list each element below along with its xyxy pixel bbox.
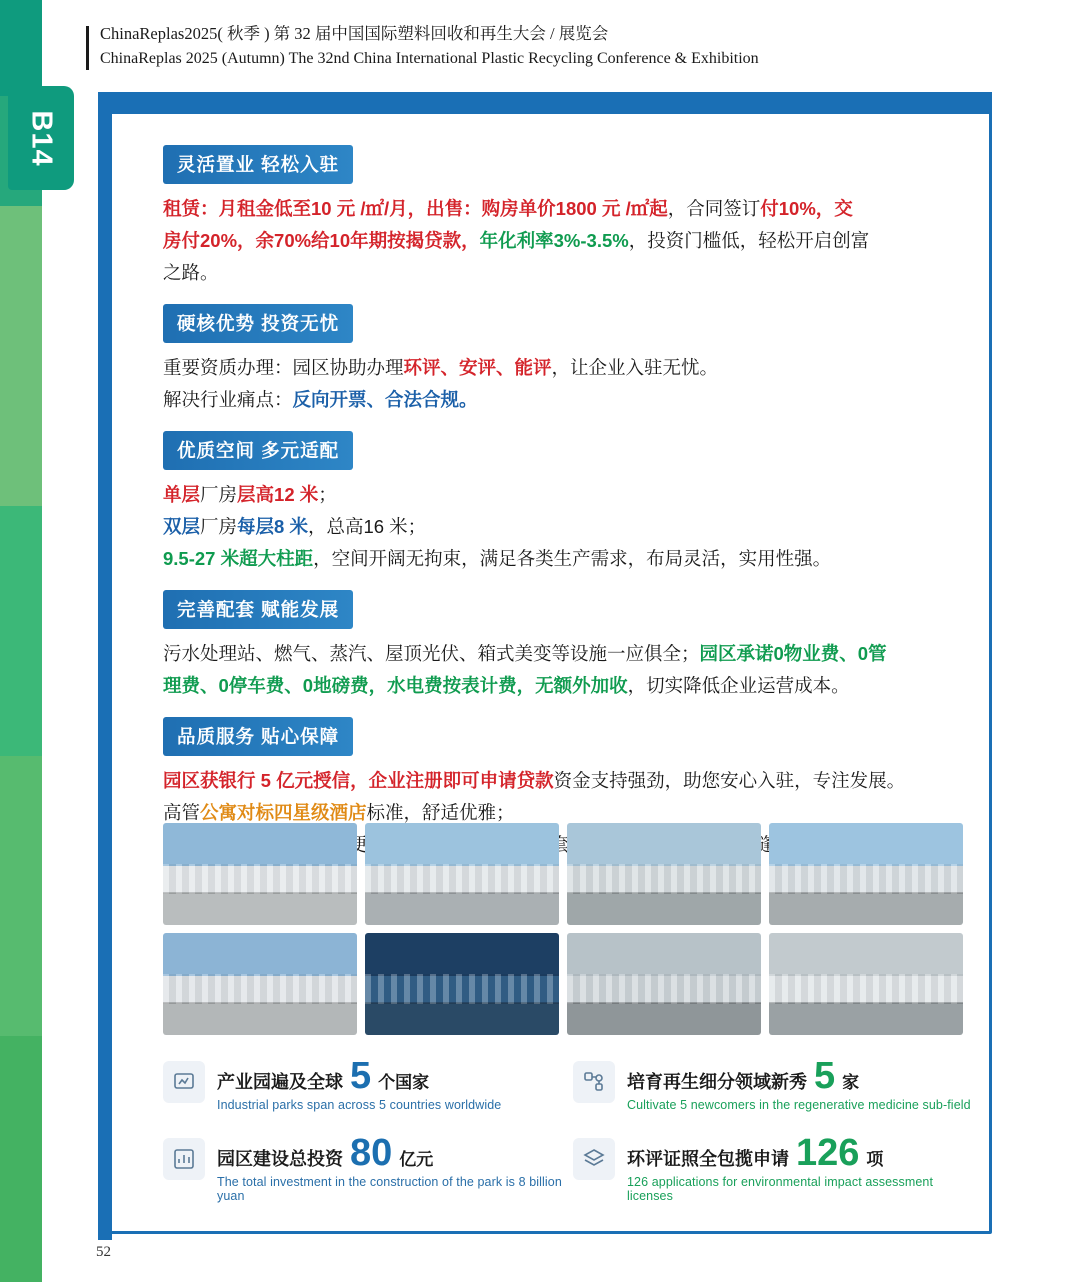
photo-horizon-line <box>163 1002 357 1004</box>
stat-number: 5 <box>350 1055 372 1097</box>
stat-unit: 个国家 <box>378 1073 430 1092</box>
stat-subtitle: 126 applications for environmental impact assessment licenses <box>627 1175 934 1203</box>
rail-segment-3 <box>0 206 42 506</box>
text-run: ，总高16 米； <box>307 515 427 537</box>
stat-item <box>163 1134 563 1203</box>
text-run: 环评、安评、能评 <box>403 356 552 378</box>
stat-top-row <box>627 1057 971 1095</box>
photo-row <box>163 933 963 1035</box>
stat-label: 园区建设总投资 <box>217 1149 343 1169</box>
text-run: 厂房 <box>200 483 238 505</box>
photo-detail-overlay <box>769 864 963 895</box>
text-run: 解决行业痛点： <box>163 388 293 410</box>
text-run: ，切实降低企业运营成本。 <box>627 674 850 696</box>
section-heading-chip: 灵活置业 轻松入驻 <box>163 145 353 184</box>
header-title-en: ChinaReplas 2025 (Autumn) The 32nd China International Plastic Recycling Conference & Exhibition <box>100 49 759 67</box>
rail-segment-4 <box>0 506 42 756</box>
text-run: 重要资质办理：园区协助办理 <box>163 356 404 378</box>
stat-subtitle: The total investment in the construction of the park is 8 billion yuan <box>217 1175 562 1203</box>
text-run: ，投资门槛低，轻松开启创富 <box>628 229 870 251</box>
section-heading-chip: 完善配套 赋能发展 <box>163 590 353 629</box>
bar-chart-icon <box>163 1138 205 1180</box>
photo-detail-overlay <box>163 864 357 895</box>
stat-number: 126 <box>796 1132 860 1174</box>
text-run: 房付20%，余70%给10年期按揭贷款， <box>163 229 480 251</box>
text-run: 理费、0停车费、0地磅费，水电费按表计费，无额外加收 <box>163 674 628 696</box>
text-run: 双层 <box>163 515 201 537</box>
stat-item <box>573 1134 973 1203</box>
stat-body <box>217 1134 563 1203</box>
photo-detail-overlay <box>567 974 761 1005</box>
text-run: 厂房 <box>200 515 238 537</box>
photo-row <box>163 823 963 925</box>
stat-unit: 项 <box>866 1150 884 1169</box>
text-run: 9.5-27 米超大柱距 <box>163 547 314 569</box>
text-run: 租赁： <box>163 198 219 219</box>
photo-horizon-line <box>567 1002 761 1004</box>
section-paragraph <box>163 258 963 288</box>
content-section <box>163 304 963 415</box>
panel-top-bar <box>98 92 992 114</box>
panel-left-bar <box>98 92 112 1240</box>
stat-number: 5 <box>814 1055 836 1097</box>
photo-detail-overlay <box>365 864 559 895</box>
photo-detail-overlay <box>769 974 963 1005</box>
network-nodes-icon <box>573 1061 615 1103</box>
content-section <box>163 590 963 701</box>
text-run: 购房单价1800 元 /㎡起 <box>481 198 668 219</box>
section-paragraph <box>163 353 963 383</box>
rail-segment-5 <box>0 756 42 1036</box>
rail-segment-1 <box>0 0 42 96</box>
section-tab-label: B14 <box>25 109 58 167</box>
content-panel <box>98 92 992 1234</box>
stat-subtitle: Cultivate 5 newcomers in the regenerative medicine sub-field <box>627 1098 971 1112</box>
stat-top-row <box>217 1057 501 1095</box>
stat-label: 产业园遍及全球 <box>217 1072 343 1092</box>
stat-body <box>217 1057 501 1112</box>
content-section <box>163 431 963 574</box>
gallery-photo <box>769 823 963 925</box>
section-paragraph <box>163 512 963 542</box>
section-paragraph <box>163 639 963 669</box>
photo-horizon-line <box>365 892 559 894</box>
gallery-photo <box>163 823 357 925</box>
stat-unit: 家 <box>842 1073 860 1092</box>
photo-detail-overlay <box>365 974 559 1005</box>
text-run: 每层8 米 <box>237 515 308 537</box>
photo-horizon-line <box>769 1002 963 1004</box>
stat-item <box>163 1057 563 1112</box>
section-paragraph <box>163 385 963 415</box>
text-run: 园区获银行 5 亿元授信，企业注册即可申请贷款 <box>163 769 554 791</box>
text-run: ； <box>318 483 337 505</box>
photo-gallery <box>163 823 963 1043</box>
text-run: 之路。 <box>163 261 219 283</box>
stat-top-row <box>627 1134 973 1172</box>
text-run: 标准，舒适优雅； <box>366 801 515 823</box>
stat-body <box>627 1134 973 1203</box>
text-run: 反向开票、合法合规。 <box>292 388 478 410</box>
stat-top-row <box>217 1134 563 1172</box>
page-number: 52 <box>96 1244 111 1260</box>
text-run: 出售： <box>426 198 482 219</box>
section-paragraph <box>163 766 963 796</box>
text-run: ，让企业入驻无忧。 <box>551 356 719 378</box>
text-run: 年化利率3%-3.5% <box>479 229 629 251</box>
header-rule <box>86 26 89 70</box>
photo-horizon-line <box>769 892 963 894</box>
gallery-photo <box>365 823 559 925</box>
text-run: 园区承诺0物业费、0管 <box>699 642 887 664</box>
text-run: 污水处理站、燃气、蒸汽、屋顶光伏、箱式美变等设施一应俱全； <box>163 642 700 664</box>
text-run: 单层 <box>163 483 201 505</box>
section-paragraph <box>163 480 963 510</box>
globe-park-icon <box>163 1061 205 1103</box>
gallery-photo <box>769 933 963 1035</box>
photo-horizon-line <box>567 892 761 894</box>
stat-label: 环评证照全包揽申请 <box>627 1149 789 1169</box>
section-heading-chip: 优质空间 多元适配 <box>163 431 353 470</box>
content-section <box>163 145 963 288</box>
section-heading-chip: 硬核优势 投资无忧 <box>163 304 353 343</box>
text-run: 高管 <box>163 801 201 823</box>
stats-container <box>163 1057 973 1203</box>
section-heading-chip: 品质服务 贴心保障 <box>163 717 353 756</box>
photo-horizon-line <box>163 892 357 894</box>
section-paragraph <box>163 226 963 256</box>
photo-detail-overlay <box>163 974 357 1005</box>
gallery-photo <box>365 933 559 1035</box>
header-title-cn: ChinaReplas2025( 秋季 ) 第 32 届中国国际塑料回收和再生大会 / 展览会 <box>100 24 609 43</box>
section-tab-badge <box>8 86 74 190</box>
text-run: 层高12 米 <box>237 483 319 505</box>
stat-number: 80 <box>350 1132 393 1174</box>
text-run: 付10%，交 <box>760 198 853 219</box>
photo-detail-overlay <box>567 864 761 895</box>
stat-unit: 亿元 <box>399 1150 434 1169</box>
left-color-rail <box>0 0 42 1282</box>
section-paragraph <box>163 544 963 574</box>
stat-item <box>573 1057 973 1112</box>
stat-subtitle: Industrial parks span across 5 countries worldwide <box>217 1098 502 1112</box>
rail-segment-6 <box>0 1036 42 1282</box>
gallery-photo <box>567 823 761 925</box>
stat-label: 培育再生细分领域新秀 <box>627 1072 807 1092</box>
page-header <box>86 22 986 71</box>
section-paragraph <box>163 671 963 701</box>
text-run: ，空间开阔无拘束，满足各类生产需求，布局灵活，实用性强。 <box>313 547 832 569</box>
section-paragraph <box>163 194 963 224</box>
gallery-photo <box>567 933 761 1035</box>
photo-horizon-line <box>365 1002 559 1004</box>
text-run: 资金支持强劲，助您安心入驻，专注发展。 <box>553 769 906 791</box>
text-run: ，合同签订 <box>667 198 761 219</box>
text-run: 月租金低至10 元 /㎡/月， <box>218 198 427 219</box>
gallery-photo <box>163 933 357 1035</box>
documents-stack-icon <box>573 1138 615 1180</box>
text-run: 公寓对标四星级酒店 <box>200 801 367 823</box>
sections-container <box>163 145 963 876</box>
stat-body <box>627 1057 971 1112</box>
